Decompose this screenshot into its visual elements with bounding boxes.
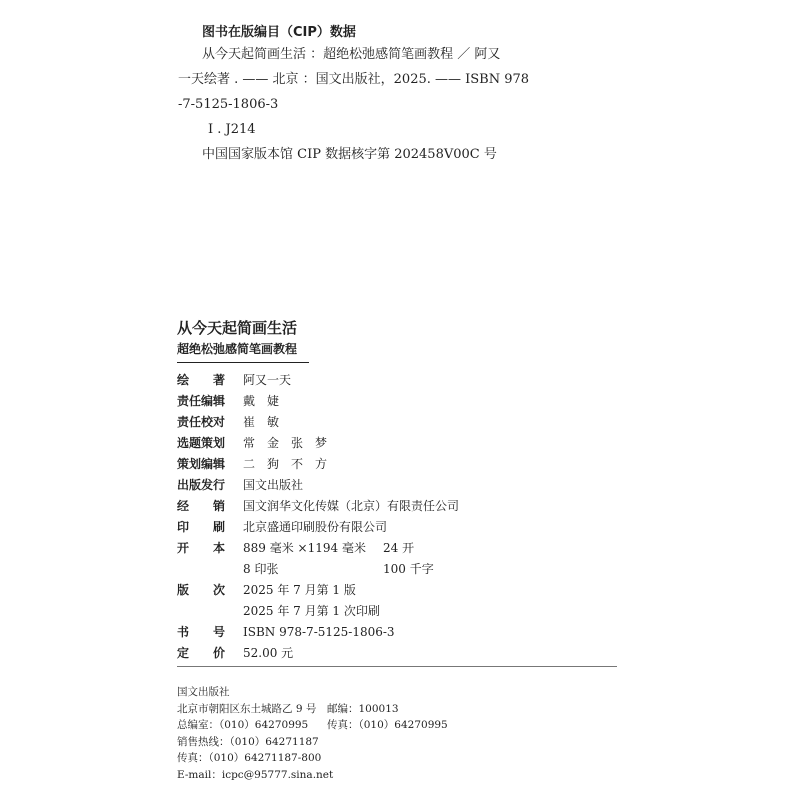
cip-line-4: Ⅰ . J214 [208,122,256,137]
info-row-format [177,538,637,559]
cip-line-5: 中国国家版本馆 CIP 数据核字第 202458V00C 号 [202,147,497,162]
cip-line-1: 从今天起简画生活 ：超绝松弛感简笔画教程 ／ 阿又 [202,47,501,62]
info-label: 选题策划 [177,436,226,450]
info-value: ISBN 978-7-5125-1806-3 [243,625,395,639]
info-value: 国文出版社 [243,478,304,492]
info-extra: 100 千字 [383,562,434,576]
publisher-sales-line [177,734,617,751]
publisher-name [177,684,617,701]
info-value: 常 金 张 梦 [243,436,328,450]
info-label: 责任校对 [177,415,226,429]
publisher-name-text: 国文出版社 [177,686,230,698]
info-value: 崔 敏 [243,415,280,429]
info-label: 版 次 [177,583,226,597]
info-value: 戴 婕 [243,394,280,408]
book-subtitle: 超绝松弛感简笔画教程 [177,342,298,356]
book-heading [177,318,617,363]
info-row-isbn [177,622,637,643]
publisher-contact [177,684,617,783]
info-row-planning [177,433,637,454]
info-value: 国文润华文化传媒（北京）有限责任公司 [243,499,460,513]
info-value: 8 印张 [243,562,279,576]
info-row-format-2 [177,559,637,580]
cip-line-3: -7-5125-1806-3 [178,97,279,112]
info-row-printer [177,517,637,538]
publisher-fax-line [177,750,617,767]
info-row-distributor [177,496,637,517]
info-label: 出版发行 [177,478,226,492]
info-extra: 24 开 [383,541,415,555]
info-value: 阿又一天 [243,373,292,387]
info-row-proofreader [177,412,637,433]
title-underline [177,362,309,363]
book-title: 从今天起简画生活 [177,319,298,337]
publisher-office-phone: 总编室：（010）64270995 [177,719,309,731]
info-row-author [177,370,637,391]
publisher-address-line [177,701,617,718]
info-value: 北京盛通印刷股份有限公司 [243,520,388,534]
info-row-printing [177,601,637,622]
info-label: 策划编辑 [177,457,226,471]
info-row-edition [177,580,637,601]
info-row-price [177,643,637,664]
info-value: 二 狗 不 方 [243,457,328,471]
cip-block [178,24,598,167]
info-label: 印 刷 [177,520,226,534]
cip-title: 图书在版编目（CIP）数据 [202,25,356,40]
info-value: 2025 年 7 月第 1 版 [243,583,356,597]
publisher-email: E-mail：icpc@95777.sina.net [177,768,334,781]
info-label: 书 号 [177,625,226,639]
divider [177,666,617,667]
publisher-postcode: 邮编：100013 [327,702,399,715]
info-row-editor [177,391,637,412]
info-row-planning-editor [177,454,637,475]
publisher-address: 北京市朝阳区东土城路乙 9 号 [177,702,317,715]
publisher-office-fax: 传真：（010）64270995 [327,719,448,731]
book-info-table [177,370,637,664]
info-row-publisher [177,475,637,496]
publisher-fax: 传真：（010）64271187-800 [177,752,322,764]
info-value: 52.00 元 [243,646,294,660]
info-label [177,559,243,580]
publisher-sales-phone: 销售热线：（010）64271187 [177,735,319,748]
publisher-email-line [177,767,617,784]
info-label: 开 本 [177,541,226,555]
publisher-office-line [177,717,617,734]
info-value: 2025 年 7 月第 1 次印刷 [243,604,380,618]
info-label: 经 销 [177,499,226,513]
info-label: 绘 著 [177,373,226,387]
cip-line-2: 一天绘著 . —— 北京 ：国文出版社，2025. —— ISBN 978 [178,72,530,87]
info-value: 889 毫米 ×1194 毫米 [243,541,366,555]
info-label: 责任编辑 [177,394,226,408]
info-label [177,601,243,622]
info-label: 定 价 [177,646,226,660]
